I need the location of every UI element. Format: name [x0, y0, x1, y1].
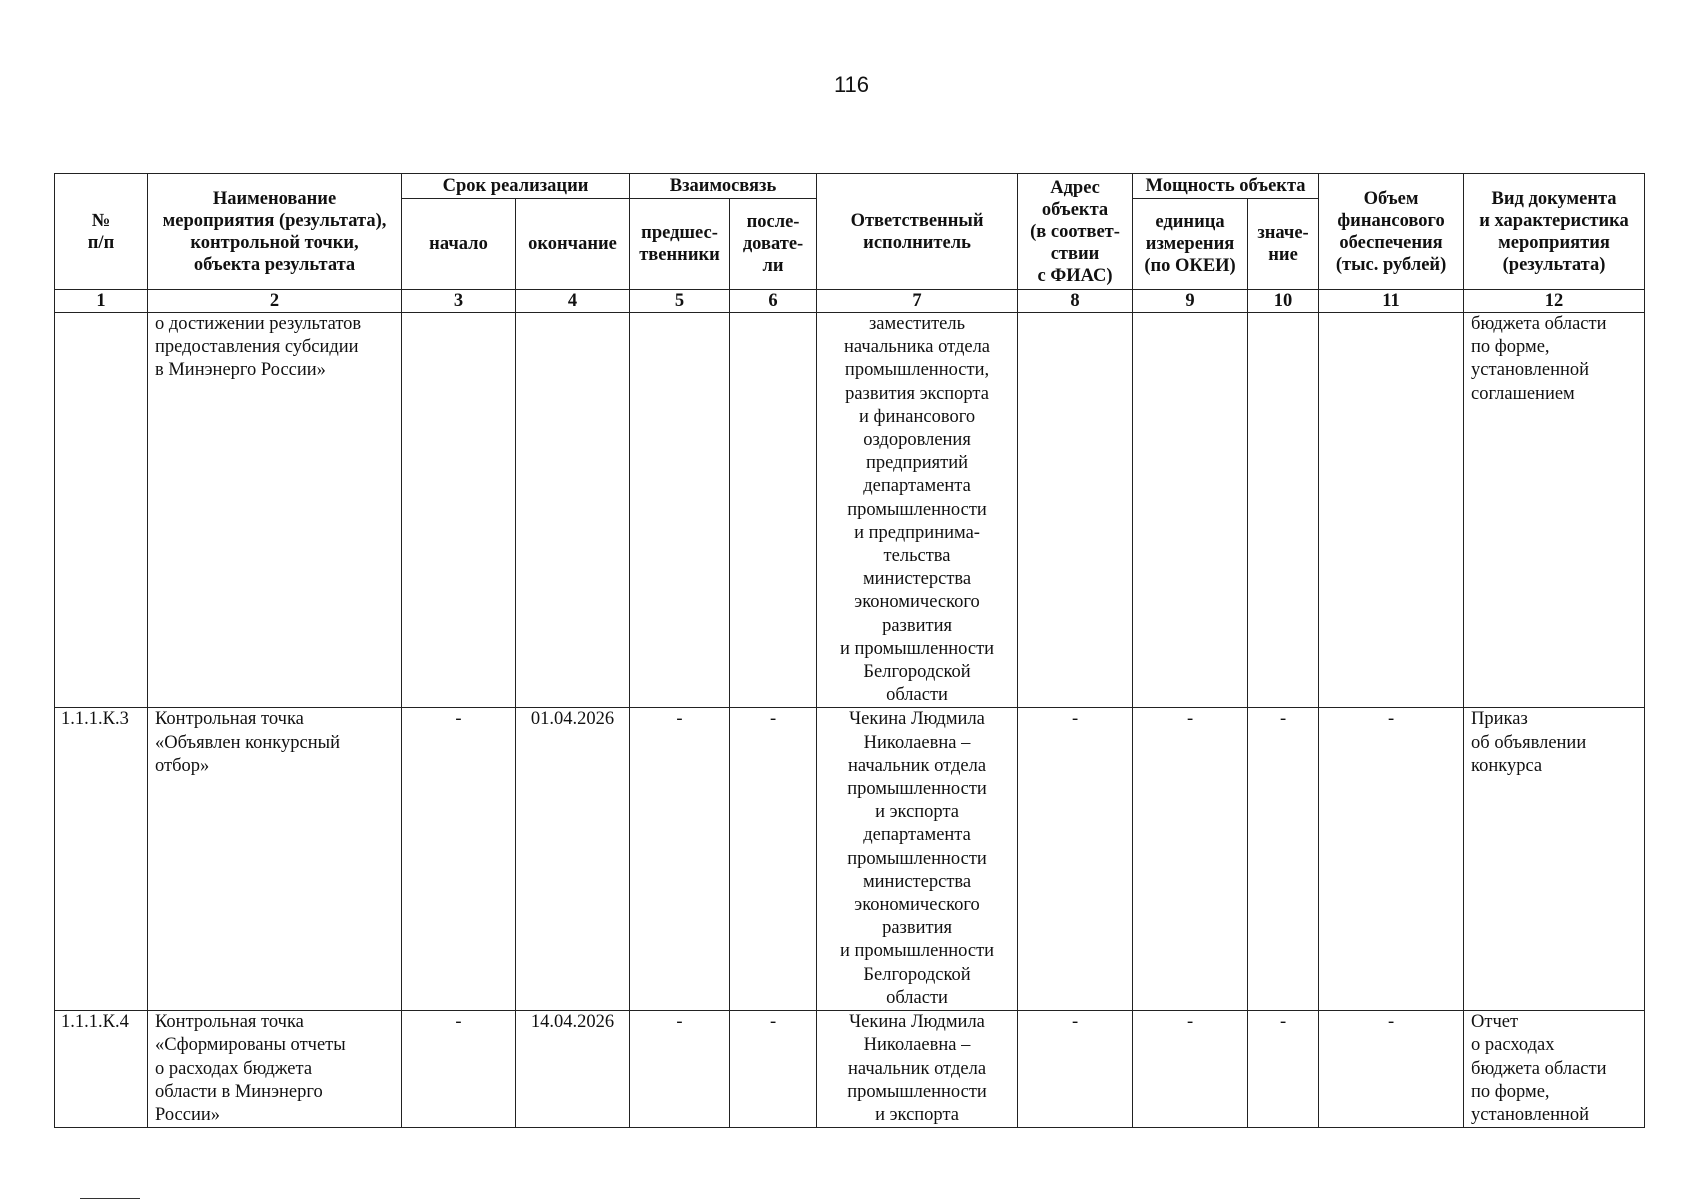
row-num: 1.1.1.К.4 [55, 1011, 148, 1128]
row-predecessors: - [630, 1011, 730, 1128]
header-name: Наименование мероприятия (результата), контрольной точки, объекта результата [148, 174, 402, 290]
header-doc: Вид документа и характеристика мероприятия (результата) [1464, 174, 1645, 290]
row-unit: - [1133, 1011, 1248, 1128]
row-start [402, 313, 516, 708]
row-value [1248, 313, 1319, 708]
column-number: 3 [402, 290, 516, 313]
header-successors: после- довате- ли [730, 199, 817, 290]
column-number: 12 [1464, 290, 1645, 313]
row-doc: Приказ об объявлении конкурса [1464, 708, 1645, 1011]
row-predecessors [630, 313, 730, 708]
row-name: Контрольная точка «Сформированы отчеты о расходах бюджета области в Минэнерго России» [148, 1011, 402, 1128]
row-end [516, 313, 630, 708]
footer-rule [80, 1198, 140, 1199]
column-number: 9 [1133, 290, 1248, 313]
header-power: Мощность объекта [1133, 174, 1319, 199]
row-responsible: Чекина Людмила Николаевна – начальник отдела промышленности и экспорта [817, 1011, 1018, 1128]
header-end: окончание [516, 199, 630, 290]
row-doc: Отчет о расходах бюджета области по форме, установленной [1464, 1011, 1645, 1128]
row-value: - [1248, 1011, 1319, 1128]
row-start: - [402, 708, 516, 1011]
plan-table [54, 173, 1645, 1128]
column-number: 11 [1319, 290, 1464, 313]
row-start: - [402, 1011, 516, 1128]
header-finance: Объем финансового обеспечения (тыс. рублей) [1319, 174, 1464, 290]
table-row [55, 313, 1645, 708]
row-address: - [1018, 708, 1133, 1011]
row-finance: - [1319, 708, 1464, 1011]
row-end: 01.04.2026 [516, 708, 630, 1011]
column-number: 8 [1018, 290, 1133, 313]
row-successors: - [730, 708, 817, 1011]
row-responsible: Чекина Людмила Николаевна – начальник отдела промышленности и экспорта департамента промышленности министерства экономического развития и промышленности Белгородской области [817, 708, 1018, 1011]
row-responsible: заместитель начальника отдела промышленности, развития экспорта и финансового оздоровления предприятий департамента промышленности и предпринима- тельства министерства экономического развития и промышленности Белгородской области [817, 313, 1018, 708]
row-successors: - [730, 1011, 817, 1128]
header-link: Взаимосвязь [630, 174, 817, 199]
table-row [55, 708, 1645, 1011]
row-address: - [1018, 1011, 1133, 1128]
header-responsible: Ответственный исполнитель [817, 174, 1018, 290]
table-row [55, 1011, 1645, 1128]
header-value: значе- ние [1248, 199, 1319, 290]
column-number: 7 [817, 290, 1018, 313]
row-unit [1133, 313, 1248, 708]
header-start: начало [402, 199, 516, 290]
row-num [55, 313, 148, 708]
header-period: Срок реализации [402, 174, 630, 199]
row-value: - [1248, 708, 1319, 1011]
row-doc: бюджета области по форме, установленной соглашением [1464, 313, 1645, 708]
row-num: 1.1.1.К.3 [55, 708, 148, 1011]
row-finance: - [1319, 1011, 1464, 1128]
page-number: 116 [833, 72, 870, 97]
row-successors [730, 313, 817, 708]
header-unit: единица измерения (по ОКЕИ) [1133, 199, 1248, 290]
row-name: Контрольная точка «Объявлен конкурсный отбор» [148, 708, 402, 1011]
column-number: 5 [630, 290, 730, 313]
row-predecessors: - [630, 708, 730, 1011]
column-number: 10 [1248, 290, 1319, 313]
header-num: № п/п [55, 174, 148, 290]
row-finance [1319, 313, 1464, 708]
header-address: Адрес объекта (в соответ- ствии с ФИАС) [1018, 174, 1133, 290]
column-number: 1 [55, 290, 148, 313]
header-predecessors: предшес- твенники [630, 199, 730, 290]
row-name: о достижении результатов предоставления субсидии в Минэнерго России» [148, 313, 402, 708]
row-unit: - [1133, 708, 1248, 1011]
column-number: 4 [516, 290, 630, 313]
row-end: 14.04.2026 [516, 1011, 630, 1128]
column-number: 6 [730, 290, 817, 313]
row-address [1018, 313, 1133, 708]
column-number: 2 [148, 290, 402, 313]
